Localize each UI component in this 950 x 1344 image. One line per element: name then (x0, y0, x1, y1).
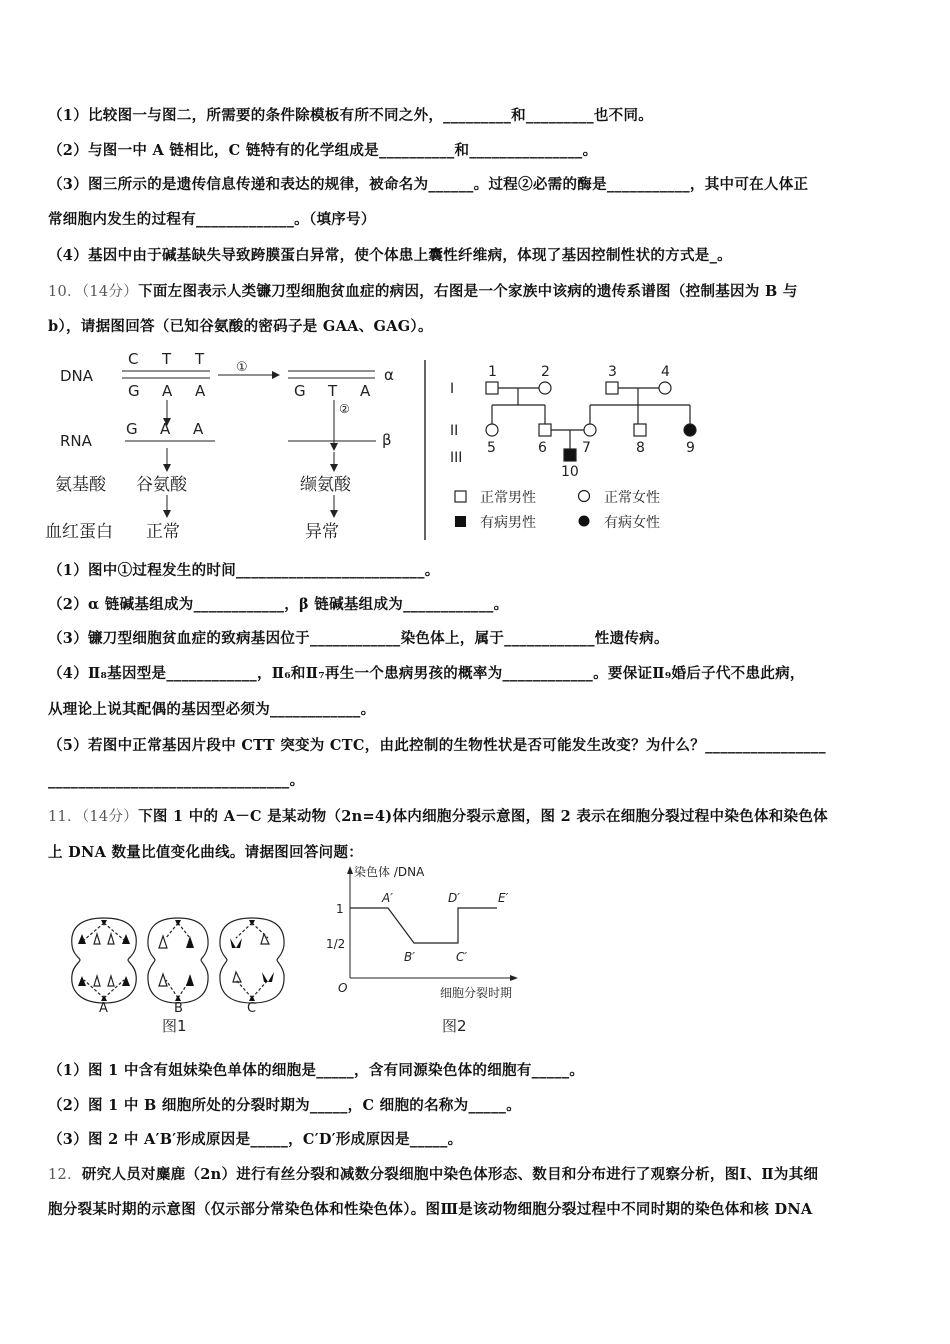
legend-label: 正常男性 (480, 490, 536, 506)
individual-id: 7 (582, 440, 591, 456)
line-text: （1）比较图一与图二，所需要的条件除模板有所不同之外，_________和_________也不同。 (48, 107, 654, 124)
text-line (48, 1198, 812, 1219)
line-text: 研究人员对麋鹿（2n）进行有丝分裂和减数分裂细胞中染色体形态、数目和分布进行了观察分析，图Ⅰ、Ⅱ为其细 (81, 1166, 819, 1183)
sickle-cell-figure (0, 0, 950, 560)
individual-id: 2 (541, 364, 550, 380)
line-text: b），请据图回答（已知谷氨酸的密码子是 GAA、GAG）。 (48, 318, 433, 335)
text-line (48, 1163, 818, 1184)
alpha-label: α (384, 366, 394, 384)
line-text: （3）镰刀型细胞贫血症的致病基因位于____________染色体上，属于____________性遗传病。 (48, 630, 669, 647)
cell-c (220, 918, 284, 1003)
hemoglobin-label: 血红蛋白 (45, 522, 113, 542)
base: A (193, 420, 204, 438)
text-line (48, 593, 508, 614)
individual-id: 6 (538, 440, 547, 456)
ratio-curve (350, 908, 497, 943)
pedigree-chart (450, 364, 696, 531)
base: T (328, 382, 338, 400)
individual-id: 5 (487, 440, 496, 456)
base: T (162, 350, 172, 368)
individual-id: 9 (686, 440, 695, 456)
individual-id: 8 (636, 440, 645, 456)
male-normal-icon (539, 424, 551, 436)
text-line (48, 1128, 462, 1149)
legend-male-affected-icon (455, 516, 466, 527)
individual-id: 10 (561, 464, 579, 480)
cell-label: A (99, 1001, 108, 1016)
base: G (126, 420, 138, 438)
cell-label: B (174, 1001, 183, 1016)
base: C (128, 350, 139, 368)
line-text: （2）与图一中 A 链相比，C 链特有的化学组成是__________和_______________。 (48, 142, 598, 159)
male-normal-icon (634, 424, 646, 436)
legend-label: 有病女性 (604, 515, 660, 531)
x-axis-label: 细胞分裂时期 (440, 986, 513, 1000)
base: G (128, 382, 140, 400)
step-label: ② (339, 402, 350, 416)
legend-female-affected-icon (579, 516, 590, 527)
individual-id: 4 (661, 364, 670, 380)
base: A (162, 382, 173, 400)
y-tick-label: 1 (336, 902, 344, 916)
line-text: （4）Ⅱ₈基因型是____________，Ⅱ₆和Ⅱ₇再生一个患病男孩的概率为____________。要保证Ⅱ₉婚后子代不患此病， (48, 665, 805, 682)
beta-label: β (382, 431, 392, 449)
step-label: ① (236, 360, 248, 375)
figure-caption: 图1 (162, 1017, 187, 1035)
amino-acid-abnormal: 缬氨酸 (300, 475, 351, 495)
text-line (48, 1094, 521, 1115)
cell-b (148, 918, 208, 1003)
line-text: （5）若图中正常基因片段中 CTT 突变为 CTC，由此控制的生物性状是否可能发生改变？为什么？________________ (48, 737, 826, 754)
base: G (294, 382, 306, 400)
base: T (195, 350, 205, 368)
individual-id: 1 (488, 364, 497, 380)
base: A (160, 420, 171, 438)
question-number: 12． (48, 1167, 82, 1183)
question-number: 11．（14分） (48, 809, 139, 825)
base: A (360, 382, 371, 400)
line-text: （3）图 2 中 A′B′形成原因是_____，C′D′形成原因是_____。 (48, 1131, 463, 1148)
text-line (48, 805, 828, 826)
generation-label: I (450, 381, 455, 397)
line-text: 胞分裂某时期的示意图（仅示部分常染色体和性染色体）。图Ⅲ是该动物细胞分裂过程中不同时期的染色体和核 DNA (48, 1201, 813, 1218)
line-text: ________________________________。 (48, 772, 305, 789)
line-text: （2）α 链碱基组成为____________，β 链碱基组成为____________。 (48, 596, 509, 613)
cell-diagrams (72, 918, 284, 1035)
figure-caption: 图2 (442, 1017, 467, 1035)
rna-label: RNA (60, 432, 92, 450)
line-text: （4）基因中由于碱基缺失导致跨膜蛋白异常，使个体患上囊性纤维病，体现了基因控制性状的方式是_。 (48, 247, 732, 264)
dna-diagram (45, 350, 394, 542)
male-affected-icon (564, 449, 576, 461)
female-normal-icon (659, 382, 671, 394)
y-axis-label: 染色体 /DNA (354, 865, 425, 879)
line-text: 从理论上说其配偶的基因型必须为____________。 (48, 701, 376, 718)
female-normal-icon (584, 424, 596, 436)
text-line (48, 698, 375, 719)
line-text: 常细胞内发生的过程有_____________。（填序号） (48, 211, 376, 228)
legend-male-normal-icon (455, 491, 466, 502)
point-label: A′ (382, 891, 393, 905)
line-text: （3）图三所示的是遗传信息传递和表达的规律，被命名为______。过程②必需的酶是___________，其中可在人体正 (48, 176, 809, 193)
generation-label: II (450, 423, 459, 439)
question-number: 10．（14分） (48, 284, 139, 300)
female-normal-icon (486, 424, 498, 436)
text-line (48, 841, 363, 862)
y-tick-label: 1/2 (326, 937, 346, 951)
text-line (48, 769, 304, 790)
point-label: D′ (448, 891, 460, 905)
amino-acid-normal: 谷氨酸 (136, 475, 187, 495)
line-text: （1）图 1 中含有姐妹染色单体的细胞是_____，含有同源染色体的细胞有_____。 (48, 1062, 585, 1079)
hemoglobin-normal: 正常 (146, 522, 180, 542)
male-normal-icon (486, 382, 498, 394)
text-line (48, 627, 669, 648)
line-text: 上 DNA 数量比值变化曲线。请据图回答问题： (48, 844, 364, 861)
text-line (48, 559, 440, 580)
cell-a (72, 918, 136, 1003)
text-line (48, 734, 826, 755)
text-line (48, 1059, 584, 1080)
male-normal-icon (606, 382, 618, 394)
legend-label: 正常女性 (604, 490, 660, 506)
base: A (195, 382, 206, 400)
female-affected-icon (684, 424, 696, 436)
cell-division-figure (0, 860, 950, 1040)
text-line (48, 662, 805, 683)
hemoglobin-abnormal: 异常 (305, 522, 339, 542)
line-text: （2）图 1 中 B 细胞所处的分裂时期为_____，C 细胞的名称为_____。 (48, 1097, 522, 1114)
point-label: B′ (404, 950, 415, 964)
individual-id: 3 (608, 364, 617, 380)
ratio-chart (326, 864, 518, 1035)
legend-female-normal-icon (579, 491, 590, 502)
line-text: （1）图中①过程发生的时间_________________________。 (48, 562, 440, 579)
legend-label: 有病男性 (480, 515, 536, 531)
dna-label: DNA (60, 367, 94, 385)
amino-acid-label: 氨基酸 (55, 475, 106, 495)
origin-label: O (338, 981, 348, 995)
point-label: C′ (456, 950, 468, 964)
point-label: E′ (498, 891, 509, 905)
generation-label: III (450, 450, 463, 466)
line-text: 下面左图表示人类镰刀型细胞贫血症的病因，右图是一个家族中该病的遗传系谱图（控制基因为 B 与 (138, 283, 798, 300)
female-normal-icon (539, 382, 551, 394)
line-text: 下图 1 中的 A－C 是某动物（2n=4)体内细胞分裂示意图，图 2 表示在细胞分裂过程中染色体和染色体 (138, 808, 828, 825)
cell-label: C (247, 1001, 257, 1016)
